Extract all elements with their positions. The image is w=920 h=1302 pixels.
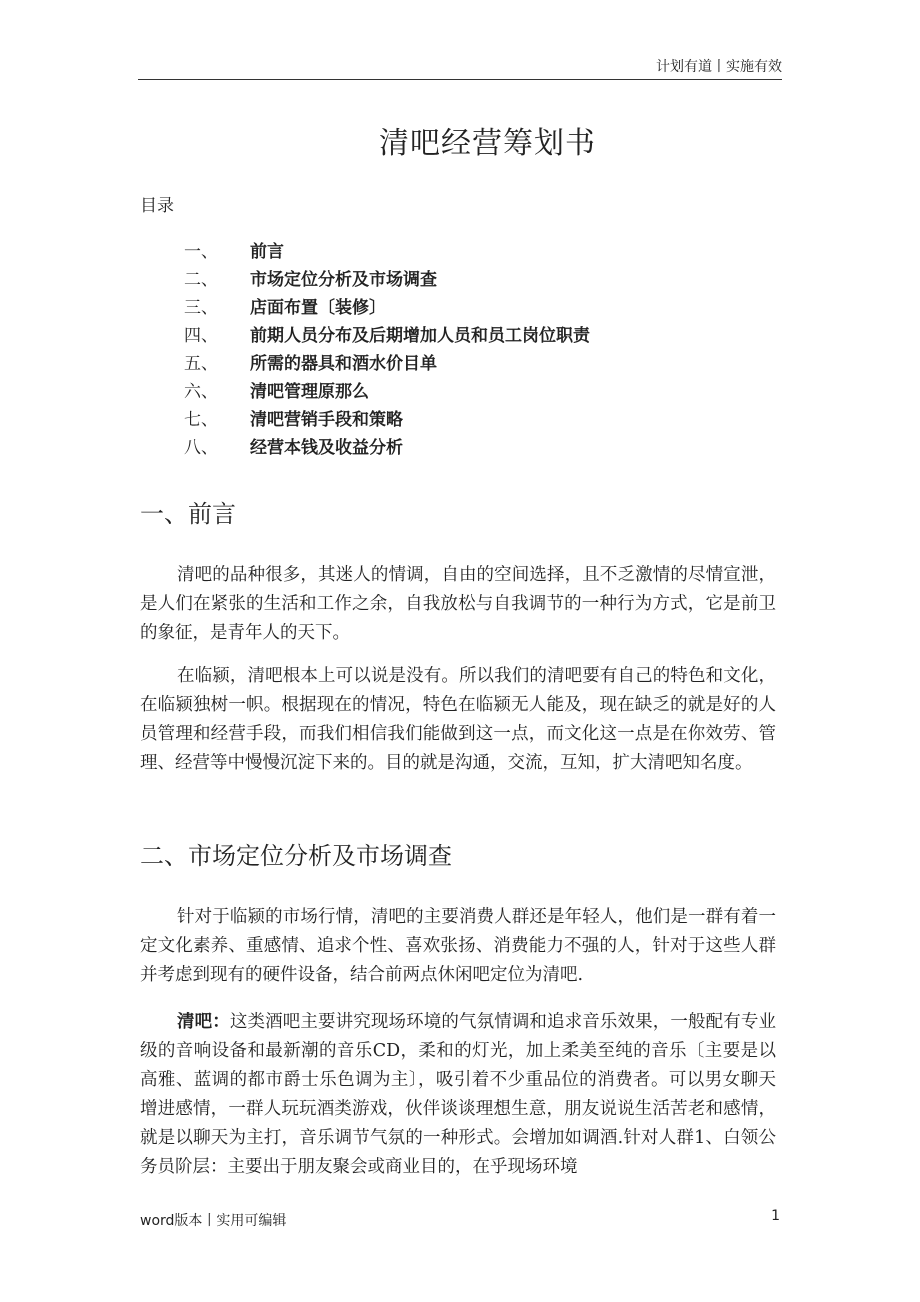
toc-item-number: 三、	[184, 298, 218, 318]
header-divider	[138, 79, 782, 80]
toc-item-8	[140, 434, 590, 462]
toc-item-number: 二、	[184, 270, 218, 290]
preface-paragraph-1: 清吧的品种很多，其迷人的情调，自由的空间选择，且不乏激情的尽情宣泄，是人们在紧张的生活和工作之余，自我放松与自我调节的一种行为方式，它是前卫的象征，是青年人的天下。	[140, 565, 776, 643]
page-header-text: 计划有道丨实施有效	[656, 59, 782, 75]
section-heading-market: 二、市场定位分析及市场调查	[140, 842, 452, 870]
toc-item-text: 前言	[250, 242, 284, 262]
preface-paragraph-2: 在临颍，清吧根本上可以说是没有。所以我们的清吧要有自己的特色和文化，在临颍独树一帜。根据现在的情况，特色在临颍无人能及，现在缺乏的就是好的人员管理和经营手段，而我们相信我们能做到这一点，而文化这一点是在你效劳、管理、经营等中慢慢沉淀下来的。目的就是沟通，交流，互知，扩大清吧知名度。	[140, 666, 776, 773]
toc-item-7	[140, 406, 590, 434]
page-footer-text: word版本丨实用可编辑	[140, 1213, 287, 1229]
qingba-term-label: 清吧：	[177, 1012, 230, 1032]
toc-item-number: 四、	[184, 326, 218, 346]
toc-item-text: 清吧管理原那么	[250, 382, 369, 402]
toc-item-text: 所需的器具和酒水价目单	[250, 354, 437, 374]
page-number: 1	[771, 1208, 780, 1224]
toc-item-number: 六、	[184, 382, 218, 402]
toc-item-2	[140, 266, 590, 294]
toc-item-number: 五、	[184, 354, 218, 374]
section-heading-preface: 一、前言	[140, 500, 236, 528]
market-paragraph-2	[140, 1008, 776, 1182]
toc-item-3	[140, 294, 590, 322]
table-of-contents	[140, 238, 590, 462]
toc-item-1	[140, 238, 590, 266]
toc-item-text: 清吧营销手段和策略	[250, 410, 403, 430]
toc-item-text: 经营本钱及收益分析	[250, 438, 403, 458]
toc-item-4	[140, 322, 590, 350]
toc-item-number: 一、	[184, 242, 218, 262]
toc-item-number: 八、	[184, 438, 218, 458]
toc-label: 目录	[140, 196, 174, 216]
document-title: 清吧经营筹划书	[379, 126, 596, 161]
toc-item-6	[140, 378, 590, 406]
qingba-description: 这类酒吧主要讲究现场环境的气氛情调和追求音乐效果，一般配有专业级的音响设备和最新潮的音乐CD，柔和的灯光，加上柔美至纯的音乐〔主要是以高雅、蓝调的都市爵士乐色调为主〕，吸引着不少重品位的消费者。可以男女聊天增进感情，一群人玩玩酒类游戏，伙伴谈谈理想生意，朋友说说生活苦老和感情，就是以聊天为主打，音乐调节气氛的一种形式。会增加如调酒.针对人群1、白领公务员阶层：主要出于朋友聚会或商业目的，在乎现场环境	[140, 1012, 777, 1177]
toc-item-number: 七、	[184, 410, 218, 430]
toc-item-text: 市场定位分析及市场调查	[250, 270, 437, 290]
toc-item-text: 前期人员分布及后期增加人员和员工岗位职责	[250, 326, 590, 346]
toc-item-text: 店面布置〔装修〕	[250, 298, 386, 318]
toc-item-5	[140, 350, 590, 378]
market-paragraph-1: 针对于临颍的市场行情，清吧的主要消费人群还是年轻人，他们是一群有着一定文化素养、重感情、追求个性、喜欢张扬、消费能力不强的人，针对于这些人群并考虑到现有的硬件设备，结合前两点休闲吧定位为清吧.	[140, 907, 776, 985]
